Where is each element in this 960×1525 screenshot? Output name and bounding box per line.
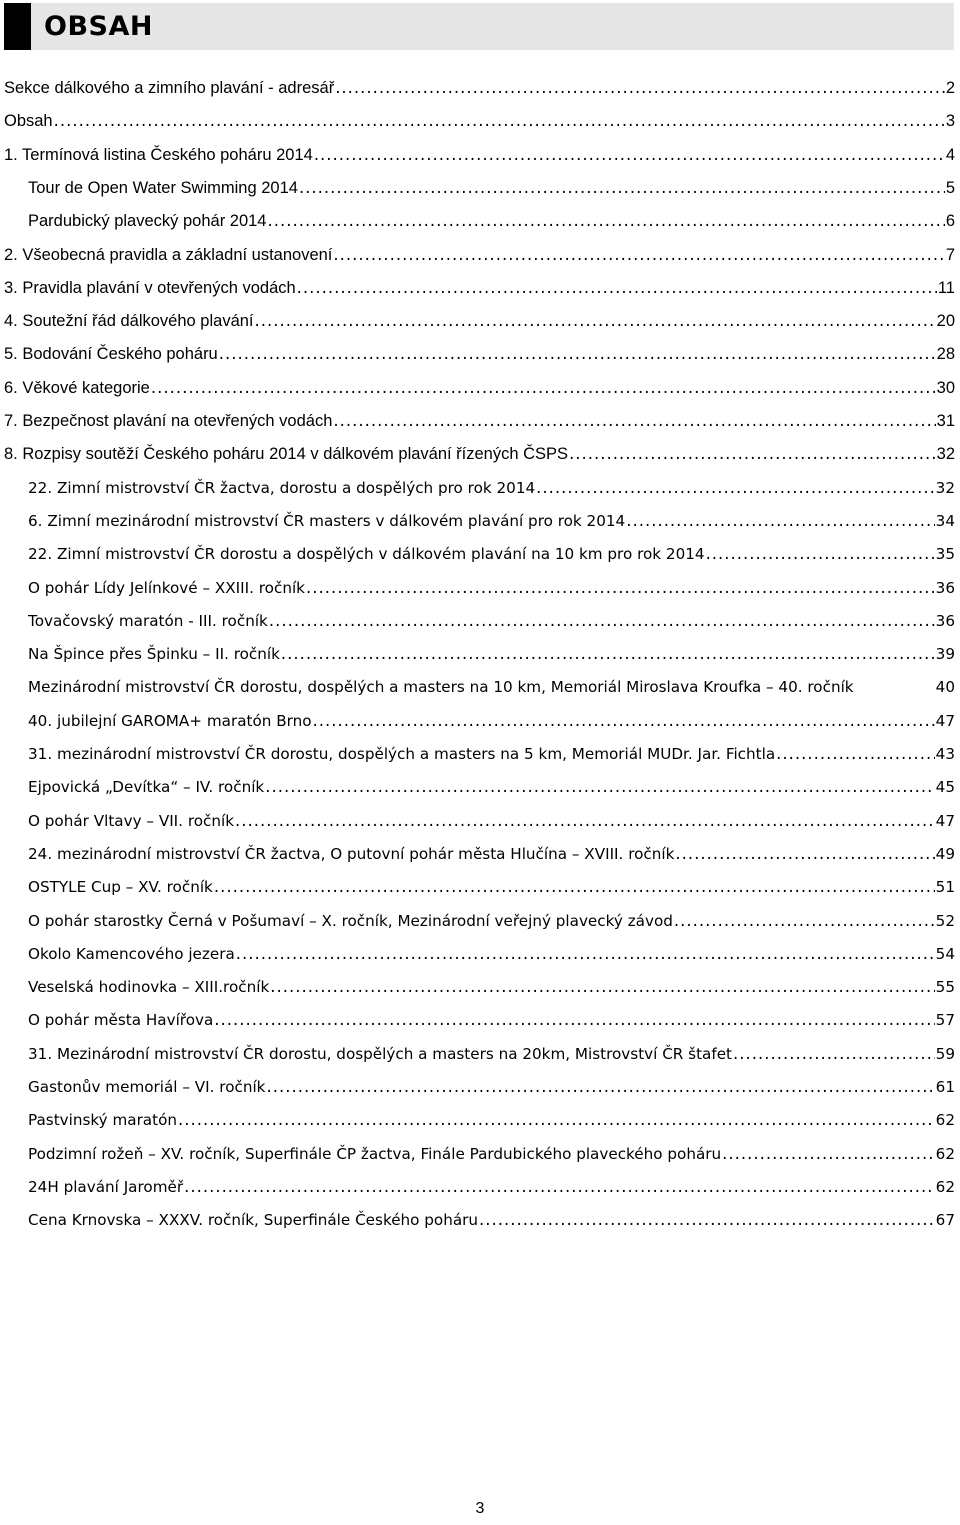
toc-entry-page: 35 bbox=[935, 545, 955, 564]
toc-entry-page: 31 bbox=[936, 412, 955, 430]
toc-entry-page: 28 bbox=[936, 345, 955, 364]
toc-entry[interactable] bbox=[28, 770, 955, 803]
toc-entry-page: 62 bbox=[935, 1177, 955, 1196]
toc-heading bbox=[4, 3, 954, 50]
toc-entry-page: 30 bbox=[936, 378, 955, 397]
toc-entry-page: 45 bbox=[935, 778, 955, 797]
toc-entry[interactable] bbox=[28, 670, 955, 703]
toc-leader-dots bbox=[267, 204, 944, 237]
toc-entry-title: Mezinárodní mistrovství ČR dorostu, dospělých a masters na 10 km, Memoriál Miroslava Kroufka – 40. ročník bbox=[28, 678, 854, 697]
toc-entry-page: 49 bbox=[935, 844, 955, 863]
toc-entry[interactable] bbox=[28, 737, 955, 770]
toc-entry-title: 4. Soutežní řád dálkového plavání bbox=[4, 312, 254, 331]
toc-entry[interactable] bbox=[4, 371, 955, 404]
toc-entry-title: Tovačovský maratón - III. ročník bbox=[28, 611, 268, 630]
toc-entry-page: 5 bbox=[945, 178, 955, 197]
toc-entry[interactable] bbox=[28, 1003, 955, 1036]
toc-entry-title: 6. Zimní mezinárodní mistrovství ČR masters v dálkovém plavání pro rok 2014 bbox=[28, 511, 626, 530]
toc-entry[interactable] bbox=[28, 704, 955, 737]
toc-entry[interactable] bbox=[28, 1203, 955, 1236]
toc-leader-dots bbox=[569, 437, 936, 470]
toc-entry-title: 2. Všeobecná pravidla a základní ustanovení bbox=[4, 245, 333, 264]
toc-leader-dots bbox=[281, 637, 935, 670]
toc-entry-title: 40. jubilejní GAROMA+ maratón Brno bbox=[28, 711, 312, 730]
toc-entry-page: 51 bbox=[935, 878, 955, 897]
toc-entry-title: O pohár Lídy Jelínkové – XXIII. ročník bbox=[28, 578, 305, 597]
toc-leader-dots bbox=[313, 704, 935, 737]
toc-entry[interactable] bbox=[4, 404, 955, 437]
toc-entry[interactable] bbox=[28, 537, 955, 570]
toc-entry[interactable] bbox=[28, 637, 955, 670]
toc-entry-page: 34 bbox=[935, 511, 955, 530]
toc-leader-dots bbox=[314, 138, 945, 171]
toc-entry-page: 55 bbox=[935, 978, 955, 997]
toc-entry-title: 7. Bezpečnost plavání na otevřených vodách bbox=[4, 412, 333, 430]
toc-entry-page: 57 bbox=[935, 1011, 955, 1030]
toc-entry-title: Tour de Open Water Swimming 2014 bbox=[28, 178, 298, 197]
toc-leader-dots bbox=[776, 737, 935, 770]
toc-leader-dots bbox=[270, 970, 934, 1003]
toc-entry[interactable] bbox=[28, 471, 955, 504]
toc-entry-page: 11 bbox=[937, 278, 955, 297]
toc-entry-page: 59 bbox=[935, 1044, 955, 1063]
toc-entry-title: O pohár starostky Černá v Pošumaví – X. ročník, Mezinárodní veřejný plavecký závod bbox=[28, 911, 673, 930]
toc-entry-page: 2 bbox=[945, 79, 955, 97]
toc-entry[interactable] bbox=[4, 238, 955, 271]
toc-leader-dots bbox=[236, 937, 935, 970]
toc-entry-page: 6 bbox=[945, 212, 955, 231]
toc-leader-dots bbox=[265, 770, 934, 803]
toc-leader-dots bbox=[626, 504, 934, 537]
toc-entry[interactable] bbox=[28, 571, 955, 604]
toc-entry-page: 67 bbox=[935, 1211, 955, 1230]
toc-entry-page: 7 bbox=[945, 245, 955, 264]
toc-entry-page: 52 bbox=[935, 911, 955, 930]
heading-accent-bar bbox=[4, 3, 31, 50]
toc-entry-title: 8. Rozpisy soutěží Českého poháru 2014 v dálkovém plavání řízených ČSPS bbox=[4, 445, 569, 464]
toc-entry-title: 31. Mezinárodní mistrovství ČR dorostu, dospělých a masters na 20km, Mistrovství ČR štafet bbox=[28, 1044, 733, 1063]
toc-entry-title: 31. mezinárodní mistrovství ČR dorostu, dospělých a masters na 5 km, Memoriál MUDr. Jar. Fichtla bbox=[28, 745, 776, 763]
toc-leader-dots bbox=[54, 104, 945, 137]
toc-entry-page: 61 bbox=[935, 1078, 955, 1096]
toc-entry[interactable] bbox=[28, 204, 955, 237]
toc-entry-title: Okolo Kamencového jezera bbox=[28, 944, 235, 963]
toc-entry[interactable] bbox=[28, 1137, 955, 1170]
toc-entry-title: 22. Zimní mistrovství ČR žactva, dorostu a dospělých pro rok 2014 bbox=[28, 478, 536, 497]
toc-leader-dots bbox=[269, 604, 935, 637]
toc-entry-title: Obsah bbox=[4, 112, 53, 131]
toc-entry-page: 62 bbox=[935, 1111, 955, 1130]
toc-entry-page: 39 bbox=[935, 645, 955, 664]
toc-leader-dots bbox=[184, 1170, 935, 1203]
toc-entry-page: 36 bbox=[935, 578, 955, 597]
toc-entry-title: Pardubický plavecký pohár 2014 bbox=[28, 212, 267, 231]
toc-entry-title: Pastvinský maratón bbox=[28, 1111, 177, 1130]
toc-leader-dots bbox=[675, 837, 934, 870]
toc-entry[interactable] bbox=[4, 337, 955, 370]
toc-leader-dots bbox=[335, 71, 945, 104]
toc-entry[interactable] bbox=[4, 104, 955, 137]
toc-entry[interactable] bbox=[28, 1170, 955, 1203]
toc-entry-title: Na Špince přes Špinku – II. ročník bbox=[28, 645, 280, 664]
toc-leader-dots bbox=[674, 904, 935, 937]
toc-entry[interactable] bbox=[28, 970, 955, 1003]
toc-entry-title: 3. Pravidla plavání v otevřených vodách bbox=[4, 278, 296, 297]
toc-entry-title: 5. Bodování Českého poháru bbox=[4, 345, 218, 364]
toc-entry[interactable] bbox=[28, 837, 955, 870]
toc-entry-title: Gastonův memoriál – VI. ročník bbox=[28, 1078, 266, 1096]
toc-entry-page: 54 bbox=[935, 944, 955, 963]
toc-leader-dots bbox=[297, 271, 937, 304]
toc-entry-title: O pohár Vltavy – VII. ročník bbox=[28, 811, 235, 830]
toc-leader-dots bbox=[178, 1103, 935, 1136]
toc-entry[interactable] bbox=[28, 1070, 955, 1103]
toc-entry-page: 4 bbox=[945, 145, 955, 164]
toc-entry-title: 1. Termínová listina Českého poháru 2014 bbox=[4, 145, 313, 164]
toc-entry[interactable] bbox=[28, 870, 955, 903]
toc-entry-title: 24. mezinárodní mistrovství ČR žactva, O putovní pohár města Hlučína – XVIII. ročník bbox=[28, 844, 675, 863]
toc-leader-dots bbox=[333, 238, 944, 271]
toc-entry-title: Podzimní rožeň – XV. ročník, Superfinále ČP žactva, Finále Pardubického plaveckého poháru bbox=[28, 1144, 722, 1163]
toc-entry-page: 40 bbox=[935, 678, 955, 697]
toc-leader-dots bbox=[151, 371, 936, 404]
toc-leader-dots bbox=[235, 804, 935, 837]
toc-entry-title: OSTYLE Cup – XV. ročník bbox=[28, 878, 213, 897]
page-title: OBSAH bbox=[44, 11, 153, 42]
toc-entry[interactable] bbox=[28, 804, 955, 837]
toc-entry[interactable] bbox=[4, 304, 955, 337]
toc-entry-page: 36 bbox=[935, 611, 955, 630]
toc-entry-title: O pohár města Havířova bbox=[28, 1011, 214, 1030]
toc-leader-dots bbox=[219, 337, 936, 370]
toc-leader-dots bbox=[479, 1203, 935, 1236]
toc-leader-dots bbox=[214, 1003, 934, 1036]
toc-entry-page: 47 bbox=[935, 711, 955, 730]
toc-leader-dots bbox=[299, 171, 945, 204]
toc-leader-dots bbox=[266, 1070, 934, 1103]
toc-leader-dots bbox=[214, 870, 935, 903]
toc-leader-dots bbox=[306, 571, 935, 604]
toc-entry[interactable] bbox=[28, 1103, 955, 1136]
toc-entry[interactable] bbox=[4, 271, 955, 304]
toc-entry-title: Veselská hodinovka – XIII.ročník bbox=[28, 978, 270, 997]
toc-entry[interactable] bbox=[4, 71, 955, 104]
toc-leader-dots bbox=[333, 404, 935, 437]
toc-entry-title: 24H plavání Jaroměř bbox=[28, 1177, 184, 1196]
toc-entry[interactable] bbox=[28, 1037, 955, 1070]
toc-entry-page: 43 bbox=[935, 745, 955, 763]
toc-leader-dots bbox=[733, 1037, 935, 1070]
page-number: 3 bbox=[475, 1500, 485, 1517]
toc-entry-page: 3 bbox=[945, 112, 955, 131]
toc-entry[interactable] bbox=[28, 604, 955, 637]
toc-entry[interactable] bbox=[4, 437, 955, 470]
toc-entry-title: Cena Krnovska – XXXV. ročník, Superfinále Českého poháru bbox=[28, 1211, 479, 1230]
toc-entry-page: 47 bbox=[935, 811, 955, 830]
toc-leader-dots bbox=[706, 537, 935, 570]
toc-entry-page: 20 bbox=[936, 312, 955, 331]
toc-leader-dots bbox=[255, 304, 936, 337]
toc-entry-title: Ejpovická „Devítka“ – IV. ročník bbox=[28, 778, 265, 797]
toc-entry-title: 6. Věkové kategorie bbox=[4, 378, 150, 397]
toc-leader-dots bbox=[722, 1137, 935, 1170]
toc-entry-title: Sekce dálkového a zimního plavání - adresář bbox=[4, 79, 335, 97]
toc-entry[interactable] bbox=[4, 138, 955, 171]
toc-entry-page: 62 bbox=[935, 1144, 955, 1163]
toc-leader-dots bbox=[536, 471, 935, 504]
toc-entry[interactable] bbox=[28, 171, 955, 204]
toc-entry[interactable] bbox=[28, 937, 955, 970]
toc-entry-page: 32 bbox=[935, 478, 955, 497]
toc-entry-page: 32 bbox=[936, 445, 955, 464]
toc-entry-title: 22. Zimní mistrovství ČR dorostu a dospělých v dálkovém plavání na 10 km pro rok 2014 bbox=[28, 545, 705, 564]
toc-entry[interactable] bbox=[28, 904, 955, 937]
toc-entry[interactable] bbox=[28, 504, 955, 537]
